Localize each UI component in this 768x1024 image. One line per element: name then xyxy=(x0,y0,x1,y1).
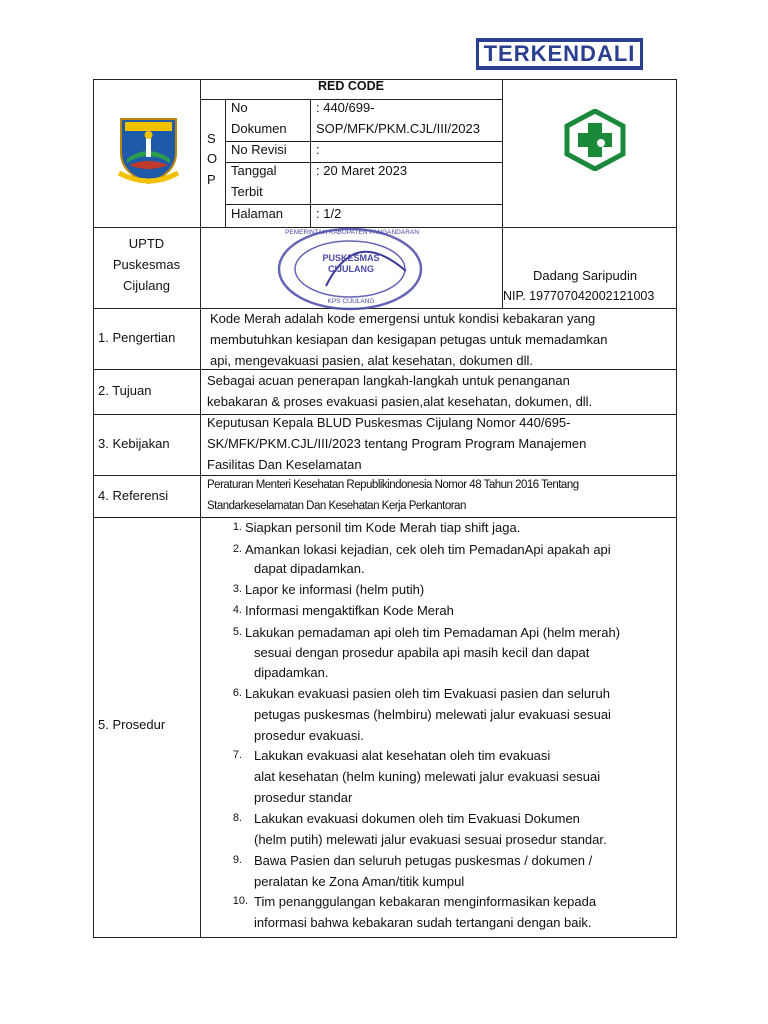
step-line: Lakukan evakuasi alat kesehatan oleh tim evakuasi xyxy=(254,748,551,763)
step-line: Lakukan evakuasi dokumen oleh tim Evakuasi Dokumen xyxy=(254,811,580,826)
section-label: 3. Kebijakan xyxy=(98,436,170,451)
header-label: Tanggal xyxy=(231,163,277,178)
puskesmas-logo xyxy=(563,109,627,171)
step-line: Lakukan evakuasi pasien oleh tim Evakuasi pasien dan seluruh xyxy=(245,686,610,701)
header-label: No Revisi xyxy=(231,142,287,157)
official-stamp-bottom-text: KPS CIJULANG xyxy=(327,298,375,305)
section-text-line: api, mengevakuasi pasien, alat kesehatan, dokumen dll. xyxy=(210,353,534,368)
step-line: prosedur standar xyxy=(254,790,353,805)
step-number: 10. xyxy=(232,895,248,907)
section-text-line: Sebagai acuan penerapan langkah-langkah untuk penanganan xyxy=(207,373,570,388)
section-text-line: SK/MFK/PKM.CJL/III/2023 tentang Program Program Manajemen xyxy=(207,436,587,451)
terkendali-stamp-label: TERKENDALI xyxy=(477,41,643,67)
official-stamp-text: PUSKESMAS CIJULANG xyxy=(322,253,380,274)
official-stamp xyxy=(276,226,428,312)
step-number: 9. xyxy=(232,854,242,866)
step-line: petugas puskesmas (helmbiru) melewati jalur evakuasi sesuai xyxy=(254,707,611,722)
section-text-line: Peraturan Menteri Kesehatan Republikindonesia Nomor 48 Tahun 2016 Tentang xyxy=(207,479,579,491)
org-line: Puskesmas xyxy=(112,257,181,272)
step-line: Siapkan personil tim Kode Merah tiap shift jaga. xyxy=(245,520,521,535)
step-line: Lapor ke informasi (helm putih) xyxy=(245,582,425,597)
section-label: 1. Pengertian xyxy=(98,330,176,345)
org-line: Cijulang xyxy=(123,278,170,293)
header-value: : 440/699- xyxy=(316,100,375,115)
step-line: alat kesehatan (helm kuning) melewati jalur evakuasi sesuai xyxy=(254,769,601,784)
step-number: 5. xyxy=(232,626,242,638)
step-line: Bawa Pasien dan seluruh petugas puskesmas / dokumen / xyxy=(254,853,593,868)
header-value: : 20 Maret 2023 xyxy=(316,163,408,178)
section-text-line: Kode Merah adalah kode emergensi untuk kondisi kebakaran yang xyxy=(210,311,596,326)
step-line: peralatan ke Zona Aman/titik kumpul xyxy=(254,874,465,889)
section-label: 2. Tujuan xyxy=(98,383,152,398)
section-text-line: kebakaran & proses evakuasi pasien,alat kesehatan, dokumen, dll. xyxy=(207,394,593,409)
header-value: : 1/2 xyxy=(316,206,342,221)
step-line: sesuai dengan prosedur apabila api masih kecil dan dapat xyxy=(254,645,590,660)
step-line: Amankan lokasi kejadian, cek oleh tim PemadanApi apakah api xyxy=(245,542,611,557)
signer-nip: NIP. 197707042002121003 xyxy=(503,289,655,303)
step-number: 7. xyxy=(232,749,242,761)
sop-letter-p: P xyxy=(207,172,216,187)
step-line: prosedur evakuasi. xyxy=(254,728,364,743)
step-number: 3. xyxy=(232,583,242,595)
section-text-line: Fasilitas Dan Keselamatan xyxy=(207,457,362,472)
step-number: 1. xyxy=(232,521,242,533)
official-stamp-ring-text: PEMERINTAH KABUPATEN PANGANDARAN xyxy=(285,229,419,236)
section-text-line: Standarkeselamatan Dan Kesehatan Kerja Perkantoran xyxy=(207,500,466,512)
step-line: dapat dipadamkan. xyxy=(254,561,365,576)
section-text-line: membutuhkan kesiapan dan kesigapan petugas untuk memadamkan xyxy=(210,332,608,347)
section-label: 4. Referensi xyxy=(98,488,169,503)
step-line: Informasi mengaktifkan Kode Merah xyxy=(245,603,454,618)
signer-name: Dadang Saripudin xyxy=(533,268,638,283)
regency-emblem-logo xyxy=(117,113,180,185)
section-label-prosedur: 5. Prosedur xyxy=(98,717,166,732)
step-line: Lakukan pemadaman api oleh tim Pemadaman Api (helm merah) xyxy=(245,625,621,640)
step-line: dipadamkan. xyxy=(254,665,329,680)
sop-letter-s: S xyxy=(207,131,216,146)
step-line: (helm putih) melewati jalur evakuasi sesuai prosedur standar. xyxy=(254,832,607,847)
org-line: UPTD xyxy=(128,236,165,251)
header-label: No xyxy=(231,100,248,115)
step-line: informasi bahwa kebakaran sudah tertangani dengan baik. xyxy=(254,915,592,930)
step-number: 6. xyxy=(232,687,242,699)
terkendali-stamp xyxy=(476,38,643,70)
header-label: Terbit xyxy=(231,184,263,199)
section-text-line: Keputusan Kepala BLUD Puskesmas Cijulang Nomor 440/695- xyxy=(207,415,571,430)
step-line: Tim penanggulangan kebakaran menginformasikan kepada xyxy=(254,894,597,909)
header-label: Dokumen xyxy=(231,121,287,136)
document-title: RED CODE xyxy=(318,79,384,93)
step-number: 4. xyxy=(232,604,242,616)
step-number: 8. xyxy=(232,812,242,824)
sop-letter-o: O xyxy=(207,151,218,166)
header-label: Halaman xyxy=(231,206,284,221)
step-number: 2. xyxy=(232,543,242,555)
header-value: SOP/MFK/PKM.CJL/III/2023 xyxy=(316,121,480,136)
header-value: : xyxy=(316,142,320,157)
